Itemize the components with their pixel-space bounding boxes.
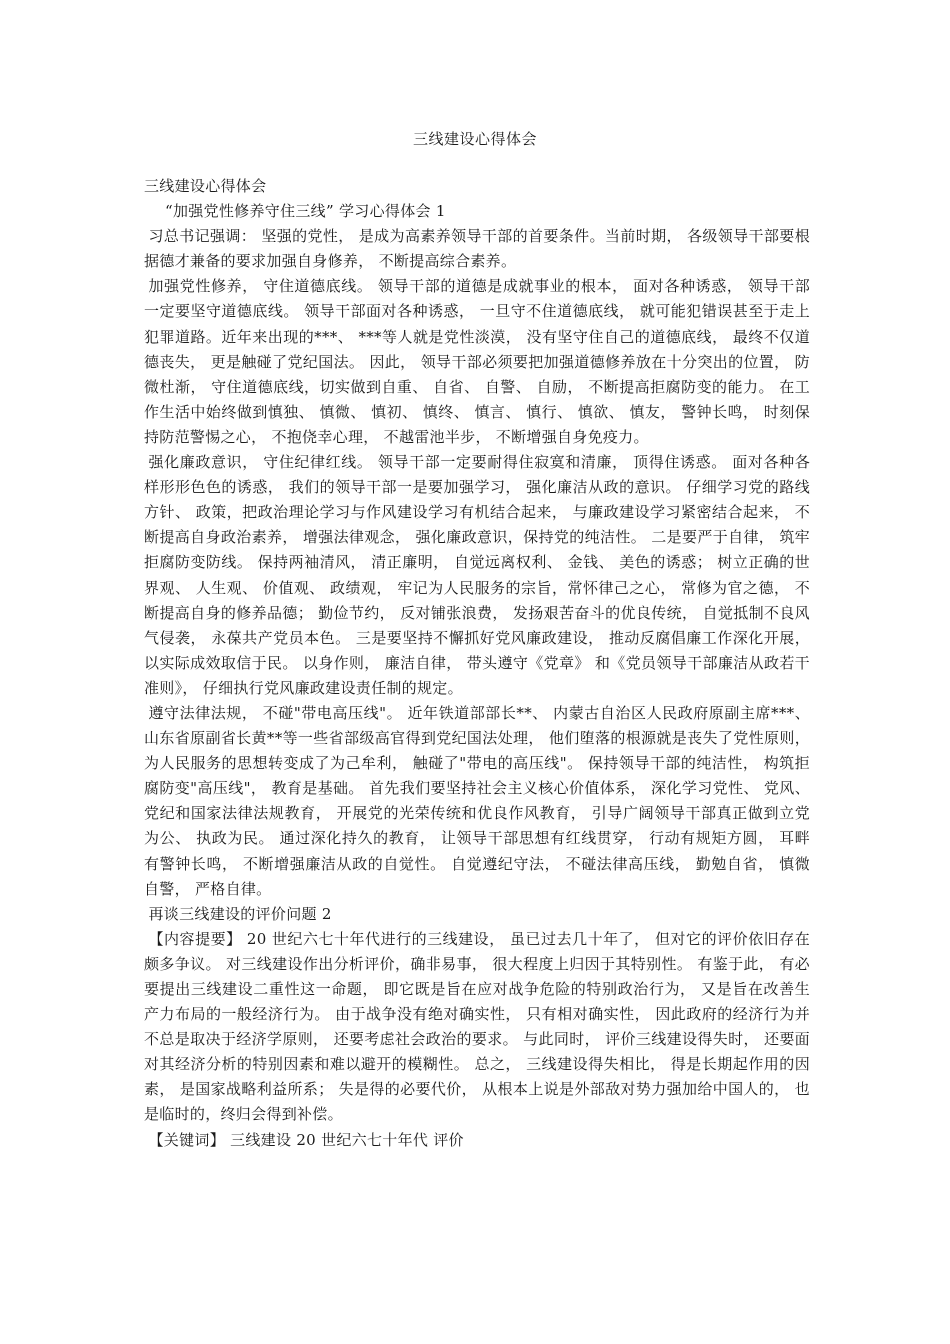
document-title: 三线建设心得体会	[412, 130, 537, 148]
abstract-paragraph: 【内容提要】 20 世纪六七十年代进行的三线建设， 虽已过去几十年了， 但对它的评价依旧存在颇多争议。 对三线建设作出分析评价，确非易事， 很大程度上归因于其特别性。 有鉴于此， 有必要提出三线建设二重性这一命题， 即它既是旨在应对战争危险的特别政治行为， 又是旨在改善生产力布局的一般经济行为。 由于战争没有绝对确实性， 只有相对确实性， 因此政府的经济行为并不总是取决于经济学原则， 还要考虑社会政治的要求。 与此同时， 评价三线建设得失时， 还要面对其经济分析的特别因素和难以避开的模糊性。 总之， 三线建设得失相比， 得是长期起作用的因素， 是国家战略利益所系； 失是得的必要代价， 从根本上说是外部敌对势力强加给中国人的， 也是临时的，终归会得到补偿。	[144, 929, 810, 1124]
keywords-line: 【关键词】 三线建设 20 世纪六七十年代 评价	[148, 1130, 464, 1149]
subtitle-1: “加强党性修养守住三线” 学习心得体会 1	[165, 202, 446, 221]
paragraph-1-1: 习总书记强调： 坚强的党性， 是成为高素养领导干部的首要条件。当前时期， 各级领导干部要根据德才兼备的要求加强自身修养， 不断提高综合素养。	[144, 227, 810, 271]
paragraph-1-3: 强化廉政意识， 守住纪律红线。 领导干部一定要耐得住寂寞和清廉， 顶得住诱惑。 面对各种各样形形色色的诱惑， 我们的领导干部一是要加强学习， 强化廉洁从政的意识。 仔细学习党的路线方针、 政策，把政治理论学习与作风建设学习有机结合起来， 与廉政建设学习紧密结合起来， 不断提高自身政治素养， 增强法律观念， 强化廉政意识，保持党的纯洁性。 二是要严于自律， 筑牢拒腐防变防线。 保持两袖清风， 清正廉明， 自觉远离权利、 金钱、 美色的诱惑； 树立正确的世界观、 人生观、 价值观、 政绩观， 牢记为人民服务的宗旨，常怀律己之心， 常修为官之德， 不断提高自身的修养品德； 勤俭节约， 反对铺张浪费， 发扬艰苦奋斗的优良传统， 自觉抵制不良风气侵袭， 永葆共产党员本色。 三是要坚持不懈抓好党风廉政建设， 推动反腐倡廉工作深化开展， 以实际成效取信于民。 以身作则， 廉洁自律， 带头遵守《党章》 和《党员领导干部廉洁从政若干准则》， 仔细执行党风廉政建设责任制的规定。	[144, 453, 810, 697]
paragraph-1-2: 加强党性修养， 守住道德底线。 领导干部的道德是成就事业的根本， 面对各种诱惑， 领导干部一定要坚守道德底线。 领导干部面对各种诱惑， 一旦守不住道德底线， 就可能犯错误甚至于走上犯罪道路。近年来出现的***、 ***等人就是党性淡漠， 没有坚守住自己的道德底线， 最终不仅道德丧失， 更是触碰了党纪国法。 因此， 领导干部必须要把加强道德修养放在十分突出的位置， 防微杜渐， 守住道德底线，切实做到自重、 自省、 自警、 自励， 不断提高拒腐防变的能力。 在工作生活中始终做到慎独、 慎微、 慎初、 慎终、 慎言、 慎行、 慎欲、 慎友， 警钟长鸣， 时刻保持防范警惕之心， 不抱侥幸心理， 不越雷池半步， 不断增强自身免疫力。	[144, 277, 810, 446]
paragraph-1-4: 遵守法律法规， 不碰"带电高压线"。 近年铁道部部长**、 内蒙古自治区人民政府原副主席***、 山东省原副省长黄**等一些省部级高官得到党纪国法处理， 他们堕落的根源就是丧失了党性原则， 为人民服务的思想转变成了为己牟利， 触碰了"带电的高压线"。 保持领导干部的纯洁性， 构筑拒腐防变"高压线"， 教育是基础。 首先我们要坚持社会主义核心价值体系， 深化学习党性、 党风、 党纪和国家法律法规教育， 开展党的光荣传统和优良作风教育， 引导广阔领导干部真正做到立党为公、 执政为民。 通过深化持久的教育， 让领导干部思想有红线贯穿， 行动有规矩方圆， 耳畔有警钟长鸣， 不断增强廉洁从政的自觉性。 自觉遵纪守法， 不碰法律高压线， 勤勉自省， 慎微自警， 严格自律。	[144, 703, 810, 898]
subtitle-2: 再谈三线建设的评价问题 2	[148, 904, 332, 923]
document-body	[144, 174, 810, 1153]
section-heading: 三线建设心得体会	[144, 177, 267, 195]
